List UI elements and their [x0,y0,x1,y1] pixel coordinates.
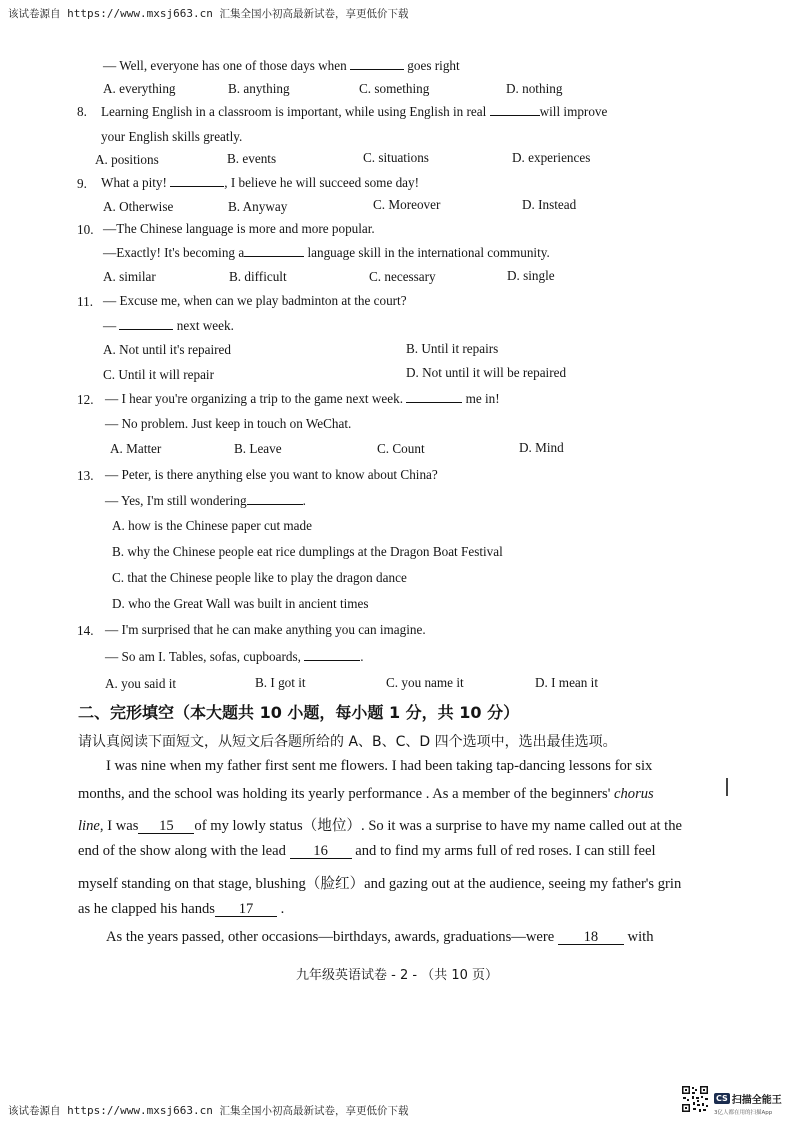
q13-option-d[interactable]: D. who the Great Wall was built in ancient times [112,596,369,611]
camscanner-logo-icon: CS [716,1094,728,1103]
passage-line-1: I was nine when my father first sent me flowers. I had been taking tap-dancing lessons for six [106,758,653,774]
q11-option-a[interactable]: A. Not until it's repaired [103,342,231,357]
q8-option-c[interactable]: C. situations [363,150,429,165]
q12-line1: — I hear you're organizing a trip to the game next week. me in! [105,391,500,406]
q14-line2: — So am I. Tables, sofas, cupboards, . [105,649,364,664]
q13-option-c[interactable]: C. that the Chinese people like to play the dragon dance [112,570,407,585]
q10-option-d[interactable]: D. single [507,268,555,283]
header-prefix: 该试卷源自 [8,1105,61,1117]
answer-blank [406,391,462,403]
section-instruction: 请认真阅读下面短文，从短文后各题所给的 A、B、C、D 四个选项中，选出最佳选项。 [78,734,617,750]
q12-option-c[interactable]: C. Count [377,441,425,456]
q8-stem-line2: your English skills greatly. [101,129,243,144]
q11-number: 11. [77,294,93,309]
answer-blank [244,245,304,257]
q10-option-c[interactable]: C. necessary [369,269,436,284]
q13-number: 13. [77,468,94,483]
blank-16: 16 [290,845,352,859]
q13-option-b[interactable]: B. why the Chinese people eat rice dumplings at the Dragon Boat Festival [112,544,503,559]
page-footer: 九年级英语试卷 - 2 - （共 10 页） [296,968,498,983]
q12-option-b[interactable]: B. Leave [234,441,282,456]
q12-option-d[interactable]: D. Mind [519,440,564,455]
scanner-watermark [714,1088,782,1116]
q12-number: 12. [77,392,94,407]
section-title: 二、完形填空（本大题共 10 小题，每小题 1 分，共 10 分） [78,703,520,722]
q8-option-b[interactable]: B. events [227,151,277,166]
blank-18: 18 [558,931,624,945]
answer-blank [350,58,404,70]
q7-option-a[interactable]: A. everything [103,81,176,96]
q11-option-b[interactable]: B. Until it repairs [406,341,499,356]
passage-line-2: months, and the school was holding its yearly performance . As a member of the beginners' chorus [78,786,654,802]
q9-option-a[interactable]: A. Otherwise [103,199,174,214]
q9-option-b[interactable]: B. Anyway [228,199,288,214]
q9-number: 9. [77,176,87,191]
q12-line2: — No problem. Just keep in touch on WeChat. [105,416,352,431]
q13-line2: — Yes, I'm still wondering . [105,493,306,508]
page-header [8,6,408,21]
q7-option-d[interactable]: D. nothing [506,81,563,96]
q10-option-b[interactable]: B. difficult [229,269,287,284]
q10-option-a[interactable]: A. similar [103,269,156,284]
blank-15: 15 [138,820,194,834]
q10-number: 10. [77,222,94,237]
passage-line-5: myself standing on that stage, blushing（脸红）and gazing out at the audience, seeing my father's grin [78,876,682,892]
scanner-tagline: 3亿人都在用的扫描App [714,1110,773,1116]
header-prefix: 该试卷源自 [8,8,61,20]
answer-blank [170,175,224,187]
q8-number: 8. [77,104,87,119]
q11-line2: — next week. [103,318,234,333]
q14-option-c[interactable]: C. you name it [386,675,464,690]
q10-line1: —The Chinese language is more and more popular. [103,221,375,236]
header-slogan: 汇集全国小初高最新试卷，享更低价下载 [219,8,409,20]
q14-number: 14. [77,623,94,638]
q11-option-c[interactable]: C. Until it will repair [103,367,214,382]
q9-option-d[interactable]: D. Instead [522,197,577,212]
passage-line-4: end of the show along with the lead 16 and to find my arms full of red roses. I can still feel [78,843,656,859]
q9-option-c[interactable]: C. Moreover [373,197,441,212]
q7-option-c[interactable]: C. something [359,81,430,96]
q8-stem: Learning English in a classroom is important, while using English in real will improve [101,104,608,119]
margin-mark [726,778,728,796]
q11-line1: — Excuse me, when can we play badminton at the court? [103,293,407,308]
passage-line-6: as he clapped his hands 17 . [78,901,285,917]
q9-stem: What a pity! , I believe he will succeed some day! [101,175,420,190]
header-slogan: 汇集全国小初高最新试卷，享更低价下载 [219,1105,409,1117]
qr-code-icon [681,1085,709,1113]
q14-line1: — I'm surprised that he can make anything you can imagine. [105,622,426,637]
q13-option-a[interactable]: A. how is the Chinese paper cut made [112,518,312,533]
q8-option-a[interactable]: A. positions [95,152,159,167]
passage-line-3: line, I was 15 of my lowly status（地位）. So it was a surprise to have my name called out at the [78,818,682,834]
q13-line1: — Peter, is there anything else you want to know about China? [105,467,438,482]
page-bottom-banner [8,1103,408,1118]
answer-blank [304,649,360,661]
q14-option-a[interactable]: A. you said it [105,676,177,691]
q7-stem: — Well, everyone has one of those days when goes right [103,58,460,73]
q11-option-d[interactable]: D. Not until it will be repaired [406,365,567,380]
scanner-name: 扫描全能王 [731,1095,782,1106]
q14-option-d[interactable]: D. I mean it [535,675,598,690]
passage-line-7: As the years passed, other occasions—birthdays, awards, graduations—were 18 with [106,929,654,945]
header-url[interactable]: https://www.mxsj663.cn [67,7,213,20]
blank-17: 17 [215,903,277,917]
answer-blank [247,493,303,505]
q7-option-b[interactable]: B. anything [228,81,290,96]
header-url[interactable]: https://www.mxsj663.cn [67,1104,213,1117]
q12-option-a[interactable]: A. Matter [110,441,162,456]
q14-option-b[interactable]: B. I got it [255,675,306,690]
answer-blank [490,104,540,116]
q10-line2: —Exactly! It's becoming a language skill in the international community. [103,245,550,260]
answer-blank [119,318,173,330]
q8-option-d[interactable]: D. experiences [512,150,591,165]
